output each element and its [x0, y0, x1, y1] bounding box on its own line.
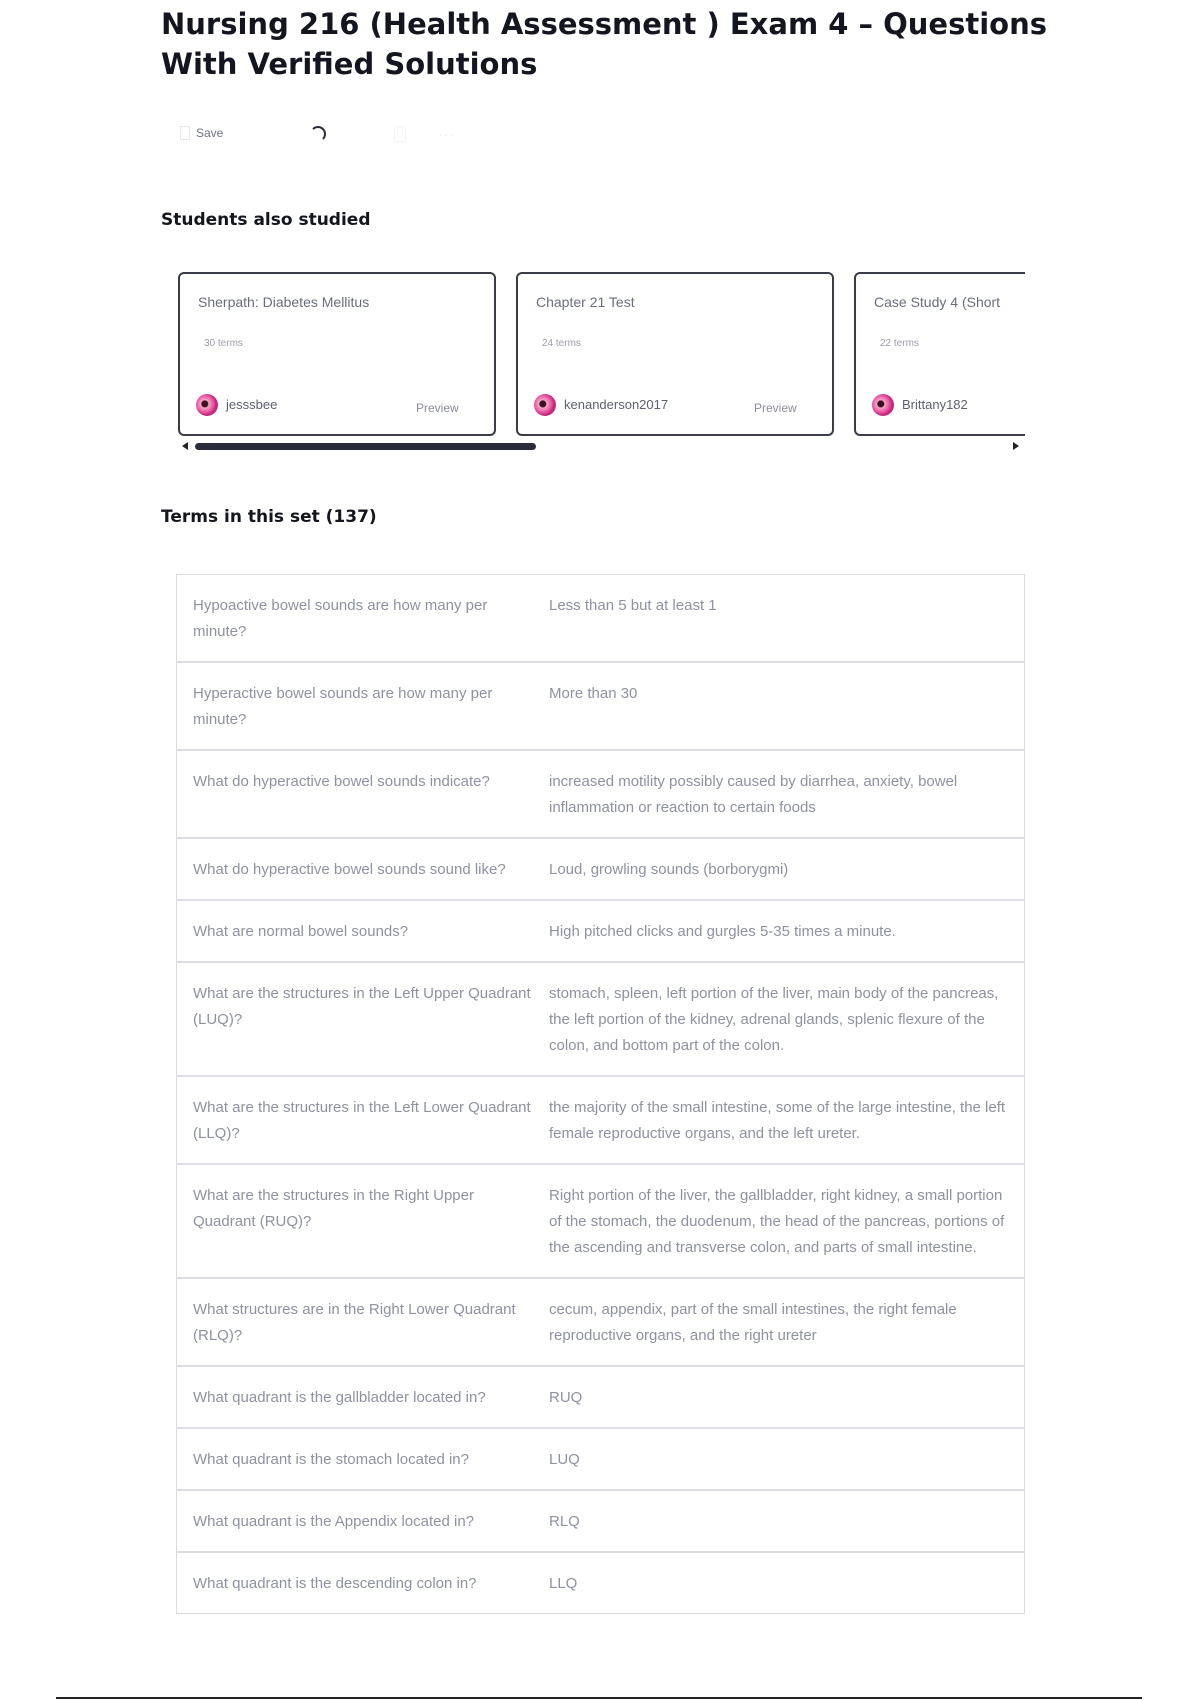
term-answer: LLQ	[549, 1575, 578, 1592]
card-username[interactable]: Brittany182	[902, 397, 968, 412]
term-question: What are the structures in the Left Upper Quadrant (LUQ)?	[193, 985, 531, 1028]
study-set-card[interactable]	[178, 272, 496, 436]
study-set-card[interactable]	[516, 272, 834, 436]
spinner-icon	[310, 126, 326, 142]
terms-table	[176, 574, 1025, 1614]
scroll-right-arrow-icon[interactable]	[1013, 442, 1019, 450]
carousel-scrollbar-thumb[interactable]	[195, 443, 536, 450]
table-row	[177, 963, 1024, 1077]
preview-button[interactable]: Preview	[416, 401, 459, 415]
card-title: Chapter 21 Test	[536, 294, 635, 310]
students-also-studied-heading: Students also studied	[161, 210, 371, 230]
card-term-count: 30 terms	[204, 338, 243, 349]
avatar	[196, 394, 218, 416]
loading-spinner	[310, 126, 326, 142]
term-answer: increased motility possibly caused by diarrhea, anxiety, bowel inflammation or reaction to certain foods	[549, 773, 958, 816]
bookmark-icon	[180, 126, 190, 140]
card-term-count: 22 terms	[880, 338, 919, 349]
table-row	[177, 839, 1024, 901]
term-answer: Right portion of the liver, the gallbladder, right kidney, a small portion of the stomach, the duodenum, the head of the pancreas, portions of the ascending and transverse colon, and parts of small intestine.	[549, 1187, 1005, 1256]
studied-carousel	[176, 270, 1025, 456]
term-answer: RLQ	[549, 1513, 580, 1530]
table-row	[177, 1491, 1024, 1553]
term-answer: stomach, spleen, left portion of the liver, main body of the pancreas, the left portion of the kidney, adrenal glands, splenic flexure of the colon, and bottom part of the colon.	[549, 985, 999, 1054]
preview-button[interactable]: Preview	[754, 401, 797, 415]
save-button[interactable]	[180, 126, 223, 140]
page-title: Nursing 216 (Health Assessment ) Exam 4 – Questions With Verified Solutions	[161, 7, 1047, 81]
card-title: Case Study 4 (Short	[874, 294, 1001, 310]
table-row	[177, 901, 1024, 963]
card-username[interactable]: kenanderson2017	[564, 397, 669, 412]
term-question: What quadrant is the Appendix located in?	[193, 1513, 475, 1530]
term-answer: More than 30	[549, 685, 638, 702]
term-question: What quadrant is the gallbladder located in?	[193, 1389, 486, 1406]
term-question: What do hyperactive bowel sounds sound like?	[193, 861, 506, 878]
more-icon: ···	[438, 126, 455, 142]
term-question: What are normal bowel sounds?	[193, 923, 409, 940]
term-question: What are the structures in the Left Lower Quadrant (LLQ)?	[193, 1099, 531, 1142]
study-set-card[interactable]	[854, 272, 1025, 436]
card-title: Sherpath: Diabetes Mellitus	[198, 294, 370, 310]
card-term-count: 24 terms	[542, 338, 581, 349]
term-question: What quadrant is the descending colon in?	[193, 1575, 477, 1592]
more-button[interactable]	[438, 126, 455, 142]
divider	[56, 1697, 1142, 1699]
term-question: Hypoactive bowel sounds are how many per minute?	[193, 597, 488, 640]
save-label: Save	[196, 126, 224, 140]
share-button[interactable]	[394, 126, 406, 142]
table-row	[177, 1077, 1024, 1165]
term-answer: RUQ	[549, 1389, 583, 1406]
term-question: What structures are in the Right Lower Quadrant (RLQ)?	[193, 1301, 516, 1344]
table-row	[177, 663, 1024, 751]
term-answer: LUQ	[549, 1451, 580, 1468]
table-row	[177, 1279, 1024, 1367]
scroll-left-arrow-icon[interactable]	[182, 442, 188, 450]
table-row	[177, 1553, 1024, 1613]
terms-heading: Terms in this set (137)	[161, 507, 377, 527]
avatar	[534, 394, 556, 416]
term-question: Hyperactive bowel sounds are how many per minute?	[193, 685, 493, 728]
term-question: What quadrant is the stomach located in?	[193, 1451, 469, 1468]
term-answer: Less than 5 but at least 1	[549, 597, 717, 614]
share-icon	[394, 126, 406, 142]
term-answer: Loud, growling sounds (borborygmi)	[549, 861, 789, 878]
action-bar	[180, 126, 480, 150]
table-row	[177, 1165, 1024, 1279]
table-row	[177, 1367, 1024, 1429]
term-answer: cecum, appendix, part of the small intestines, the right female reproductive organs, and the right ureter	[549, 1301, 957, 1344]
card-username[interactable]: jesssbee	[226, 397, 278, 412]
term-question: What do hyperactive bowel sounds indicate?	[193, 773, 490, 790]
avatar	[872, 394, 894, 416]
term-answer: the majority of the small intestine, some of the large intestine, the left female reproductive organs, and the left ureter.	[549, 1099, 1006, 1142]
table-row	[177, 1429, 1024, 1491]
term-question: What are the structures in the Right Upper Quadrant (RUQ)?	[193, 1187, 474, 1230]
table-row	[177, 751, 1024, 839]
term-answer: High pitched clicks and gurgles 5-35 times a minute.	[549, 923, 896, 940]
table-row	[177, 575, 1024, 663]
